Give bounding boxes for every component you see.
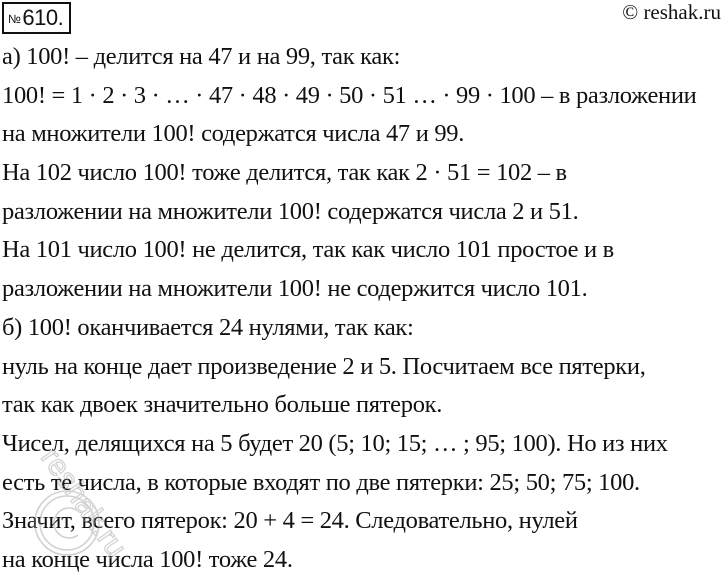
solution-line: разложении на множители 100! не содержится число 101. (2, 275, 588, 303)
solution-line: так как двоек значительно больше пятерок. (2, 391, 443, 419)
task-number-badge (2, 2, 71, 34)
solution-line: На 102 число 100! тоже делится, так как 2 · 51 = 102 – в (2, 159, 567, 187)
solution-line: Чисел, делящихся на 5 будет 20 (5; 10; 15; … ; 95; 100). Но из них (2, 429, 668, 457)
solution-text (2, 38, 725, 580)
solution-line: разложении на множители 100! содержатся числа 2 и 51. (2, 197, 579, 225)
solution-line: На 101 число 100! не делится, так как число 101 простое и в (2, 236, 614, 264)
solution-line: Значит, всего пятерок: 20 + 4 = 24. Следовательно, нулей (2, 507, 578, 535)
copyright-notice: © reshak.ru (622, 0, 721, 24)
number-sign: № (8, 12, 21, 26)
solution-line: нуль на конце дает произведение 2 и 5. Посчитаем все пятерки, (2, 352, 646, 380)
solution-line-b-intro: б) 100! оканчивается 24 нулями, так как: (2, 313, 414, 341)
watermark-text: reshak.ru (34, 442, 134, 564)
solution-line-conclusion: на конце числа 100! тоже 24. (2, 545, 293, 573)
solution-line: есть те числа, в которые входят по две пятерки: 25; 50; 75; 100. (2, 468, 640, 496)
solution-line: на множители 100! содержатся числа 47 и 99. (2, 120, 465, 148)
solution-line-factorial-expansion: 100! = 1 · 2 · 3 · … · 47 · 48 · 49 · 50 · 51 … · 99 · 100 – в разложении (2, 81, 697, 109)
task-number: 610. (22, 5, 64, 30)
solution-line-a-intro: а) 100! – делится на 47 и на 99, так как: (2, 43, 401, 70)
